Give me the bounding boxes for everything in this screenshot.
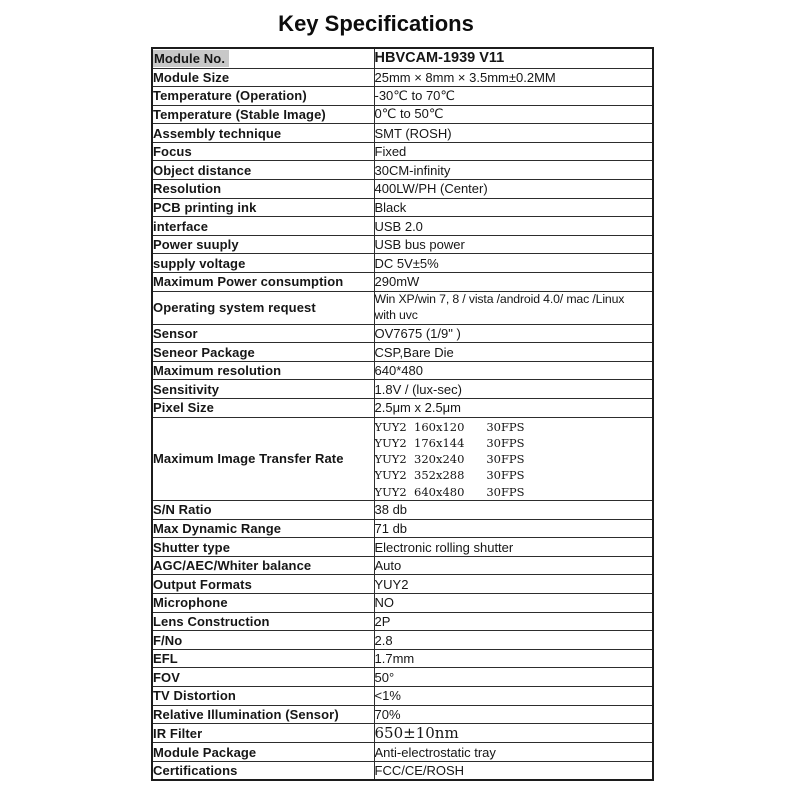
spec-label-cell: [152, 254, 374, 273]
spec-label: F/No: [153, 632, 183, 648]
spec-row: [152, 380, 653, 399]
spec-value: 2.5μm x 2.5μm: [374, 399, 653, 418]
spec-label: Max Dynamic Range: [153, 520, 282, 536]
spec-label-cell: [152, 575, 374, 594]
spec-row: [152, 519, 653, 538]
spec-row: [152, 538, 653, 557]
spec-label: Resolution: [153, 181, 222, 197]
spec-value: <1%: [374, 687, 653, 706]
spec-value: Anti-electrostatic tray: [374, 743, 653, 762]
spec-label-cell: [152, 501, 374, 520]
spec-value-cell: [374, 417, 653, 500]
spec-label-cell: [152, 324, 374, 343]
spec-row: [152, 687, 653, 706]
spec-label: Seneor Package: [153, 344, 255, 360]
spec-label: Shutter type: [153, 539, 231, 555]
spec-label-cell: [152, 399, 374, 418]
spec-label: Maximum Image Transfer Rate: [153, 451, 344, 467]
spec-label-cell: [152, 556, 374, 575]
spec-value: 2P: [374, 612, 653, 631]
spec-table-body: [152, 48, 653, 780]
spec-value: USB bus power: [374, 235, 653, 254]
spec-label-cell: [152, 519, 374, 538]
spec-label: Module No.: [153, 50, 229, 67]
spec-label-cell: [152, 594, 374, 613]
spec-label: Lens Construction: [153, 613, 270, 629]
spec-row: [152, 142, 653, 161]
spec-label-cell: [152, 687, 374, 706]
spec-value: USB 2.0: [374, 217, 653, 236]
spec-value: SMT (ROSH): [374, 124, 653, 143]
spec-value: 2.8: [374, 631, 653, 650]
spec-value-line: YUY2 160x120 30FPS: [374, 419, 525, 434]
spec-value: Fixed: [374, 142, 653, 161]
spec-label: Certifications: [153, 762, 238, 778]
spec-label: interface: [153, 218, 209, 234]
spec-label-cell: [152, 142, 374, 161]
spec-row: [152, 235, 653, 254]
spec-label: Sensitivity: [153, 381, 220, 397]
spec-label: TV Distortion: [153, 688, 236, 704]
spec-value: 1.8V / (lux-sec): [374, 380, 653, 399]
spec-label-cell: [152, 105, 374, 124]
spec-value: 30CM-infinity: [374, 161, 653, 180]
spec-label-cell: [152, 380, 374, 399]
spec-label: PCB printing ink: [153, 199, 257, 215]
spec-row: [152, 361, 653, 380]
spec-value-line: YUY2 640x480 30FPS: [374, 484, 525, 499]
spec-row: [152, 291, 653, 324]
spec-label: Operating system request: [153, 300, 316, 316]
spec-label-cell: [152, 649, 374, 668]
spec-label: Microphone: [153, 595, 228, 611]
spec-row: [152, 254, 653, 273]
spec-value: DC 5V±5%: [374, 254, 653, 273]
spec-row: [152, 198, 653, 217]
spec-value-line: with uvc: [374, 307, 418, 322]
spec-label: FOV: [153, 669, 181, 685]
spec-value: 38 db: [374, 501, 653, 520]
spec-label: Maximum resolution: [153, 363, 282, 379]
spec-value-line: YUY2 320x240 30FPS: [374, 452, 525, 467]
spec-value: 650±10nm: [374, 724, 653, 743]
spec-row: [152, 501, 653, 520]
spec-value: 640*480: [374, 361, 653, 380]
spec-label: EFL: [153, 651, 178, 667]
spec-label: Output Formats: [153, 576, 252, 592]
spec-label: IR Filter: [153, 725, 203, 741]
spec-row: [152, 48, 653, 68]
spec-value: NO: [374, 594, 653, 613]
spec-label-cell: [152, 180, 374, 199]
spec-value-line: YUY2 352x288 30FPS: [374, 468, 525, 483]
spec-label-cell: [152, 48, 374, 68]
spec-value: 0℃ to 50℃: [374, 105, 653, 124]
spec-value: 71 db: [374, 519, 653, 538]
spec-label: Sensor: [153, 325, 198, 341]
spec-row: [152, 761, 653, 780]
spec-value-line: Win XP/win 7, 8 / vista /android 4.0/ mac /Linux: [374, 292, 625, 307]
spec-label: Relative Illumination (Sensor): [153, 706, 339, 722]
spec-label: Module Size: [153, 69, 230, 85]
spec-label-cell: [152, 161, 374, 180]
spec-value: HBVCAM-1939 V11: [374, 48, 653, 68]
spec-value-line: YUY2 176x144 30FPS: [374, 435, 525, 450]
spec-label-cell: [152, 198, 374, 217]
spec-row: [152, 124, 653, 143]
spec-table: [151, 47, 654, 781]
spec-value: 400LW/PH (Center): [374, 180, 653, 199]
spec-label: Object distance: [153, 162, 252, 178]
spec-row: [152, 417, 653, 500]
spec-label: S/N Ratio: [153, 502, 212, 518]
spec-row: [152, 217, 653, 236]
spec-value: Auto: [374, 556, 653, 575]
spec-row: [152, 631, 653, 650]
spec-label: Pixel Size: [153, 400, 214, 416]
spec-value: 1.7mm: [374, 649, 653, 668]
spec-row: [152, 105, 653, 124]
spec-value: 50°: [374, 668, 653, 687]
spec-label-cell: [152, 743, 374, 762]
page-title: Key Specifications: [278, 11, 474, 36]
spec-value: 290mW: [374, 273, 653, 292]
spec-label-cell: [152, 235, 374, 254]
spec-label: Focus: [153, 144, 192, 160]
spec-label: AGC/AEC/Whiter balance: [153, 558, 312, 574]
spec-label-cell: [152, 417, 374, 500]
spec-label-cell: [152, 87, 374, 106]
spec-value: OV7675 (1/9" ): [374, 324, 653, 343]
spec-row: [152, 161, 653, 180]
spec-label-cell: [152, 343, 374, 362]
spec-label: Module Package: [153, 744, 257, 760]
spec-label-cell: [152, 68, 374, 87]
spec-row: [152, 612, 653, 631]
spec-value: -30℃ to 70℃: [374, 87, 653, 106]
spec-row: [152, 87, 653, 106]
spec-label: Temperature (Operation): [153, 88, 307, 104]
spec-row: [152, 180, 653, 199]
spec-row: [152, 343, 653, 362]
spec-row: [152, 575, 653, 594]
spec-row: [152, 556, 653, 575]
spec-label-cell: [152, 761, 374, 780]
spec-value: CSP,Bare Die: [374, 343, 653, 362]
spec-value: 70%: [374, 705, 653, 724]
spec-label-cell: [152, 631, 374, 650]
spec-row: [152, 649, 653, 668]
spec-label: Maximum Power consumption: [153, 274, 344, 290]
spec-row: [152, 705, 653, 724]
spec-label-cell: [152, 705, 374, 724]
spec-label: Power suuply: [153, 237, 239, 253]
spec-label-cell: [152, 538, 374, 557]
spec-value: FCC/CE/ROSH: [374, 761, 653, 780]
spec-value-cell: [374, 291, 653, 324]
spec-row: [152, 399, 653, 418]
spec-row: [152, 743, 653, 762]
spec-row: [152, 68, 653, 87]
spec-label: Assembly technique: [153, 125, 282, 141]
spec-label-cell: [152, 724, 374, 743]
spec-label-cell: [152, 217, 374, 236]
spec-label: supply voltage: [153, 255, 246, 271]
spec-row: [152, 273, 653, 292]
spec-row: [152, 668, 653, 687]
spec-label-cell: [152, 612, 374, 631]
spec-row: [152, 594, 653, 613]
spec-row: [152, 724, 653, 743]
spec-label-cell: [152, 361, 374, 380]
spec-label-cell: [152, 124, 374, 143]
spec-value: YUY2: [374, 575, 653, 594]
spec-value: Black: [374, 198, 653, 217]
spec-label-cell: [152, 273, 374, 292]
spec-value: 25mm × 8mm × 3.5mm±0.2MM: [374, 68, 653, 87]
spec-row: [152, 324, 653, 343]
spec-label-cell: [152, 291, 374, 324]
spec-value: Electronic rolling shutter: [374, 538, 653, 557]
spec-label-cell: [152, 668, 374, 687]
spec-label: Temperature (Stable Image): [153, 106, 326, 122]
